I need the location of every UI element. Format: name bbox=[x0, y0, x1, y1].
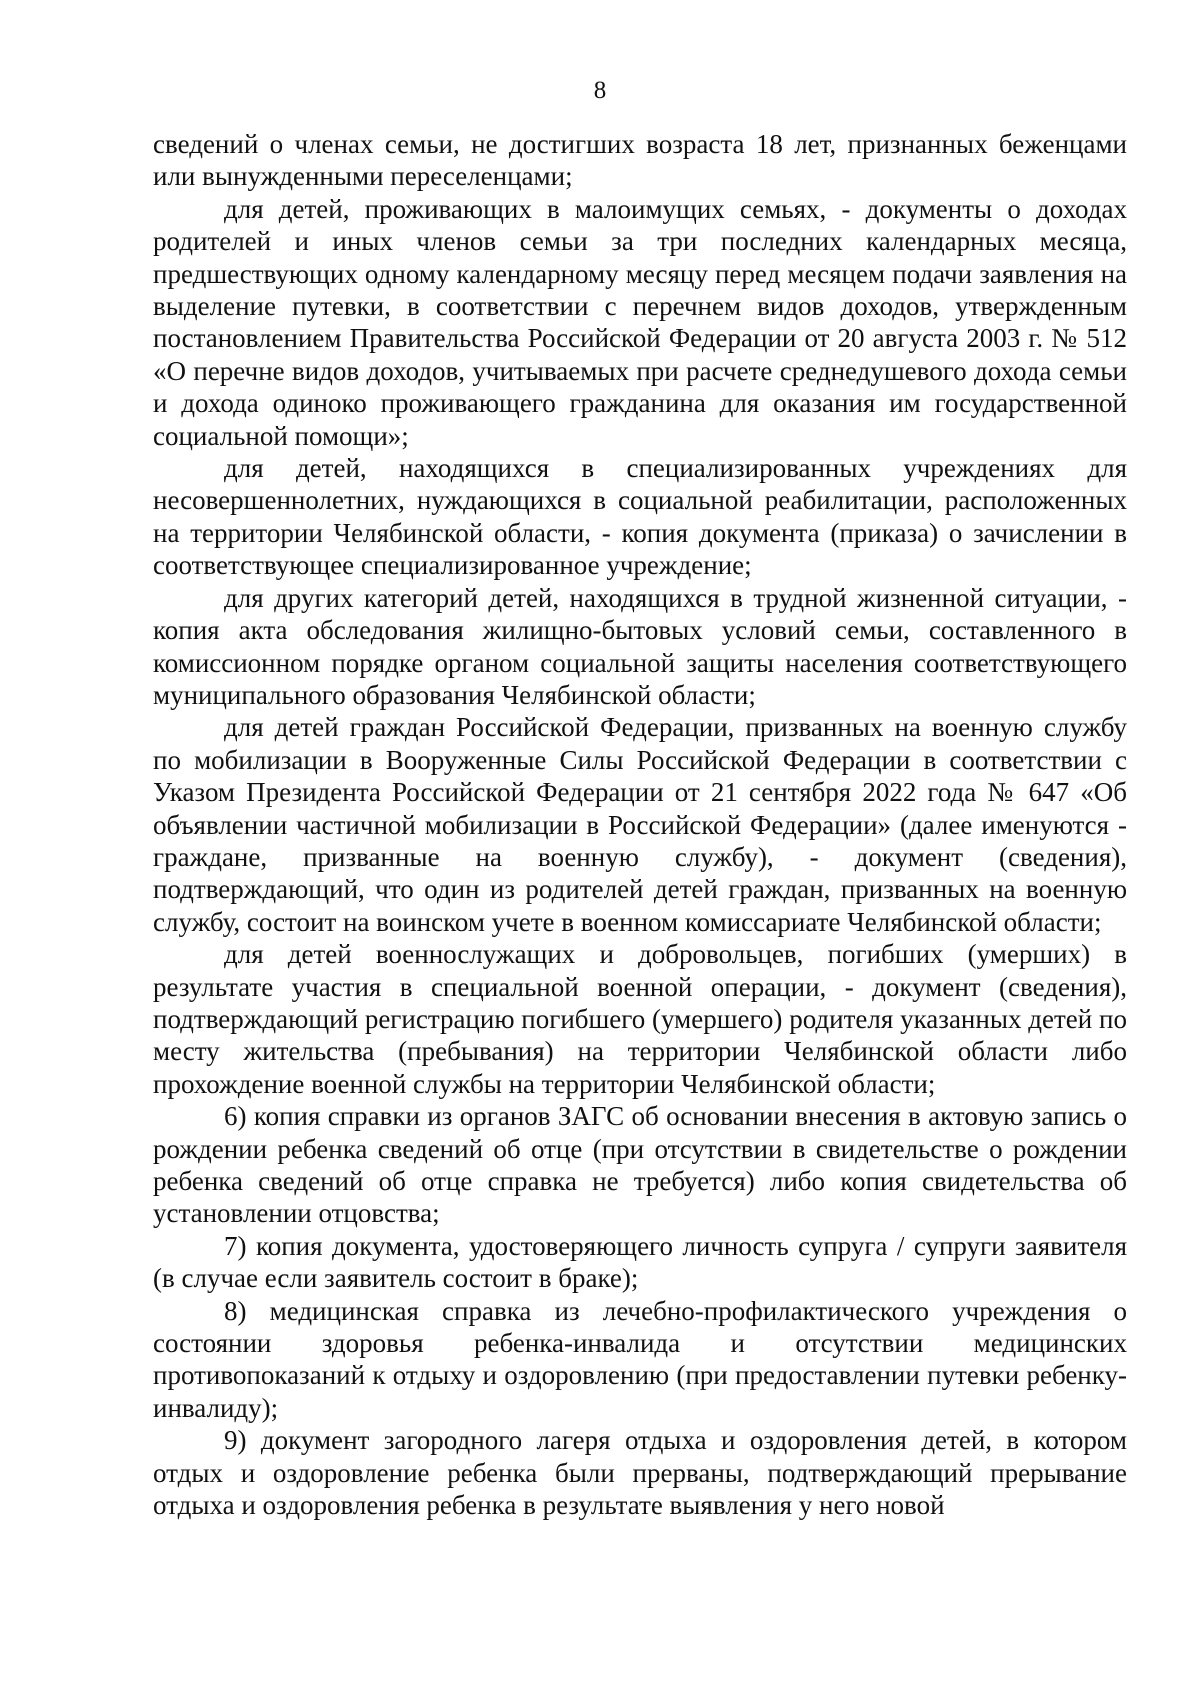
paragraph-low-income-families: для детей, проживающих в малоимущих семьях, - документы о доходах родителей и иных членов семьи за три последних календарных месяца, предшествующих одному календарному месяцу перед месяцем подачи заявления на выделение путевки, в соответствии с перечнем видов доходов, утвержденным постановлением Правительства Российской Федерации от 20 августа 2003 г. № 512 «О перечне видов доходов, учитываемых при расчете среднедушевого дохода семьи и дохода одиноко проживающего гражданина для оказания им государственной социальной помощи»; bbox=[153, 193, 1127, 451]
paragraph-continuation: сведений о членах семьи, не достигших возраста 18 лет, признанных беженцами или вынужденными переселенцами; bbox=[153, 129, 1127, 192]
document-body bbox=[153, 128, 1127, 1521]
paragraph-item-8: 8) медицинская справка из лечебно-профилактического учреждения о состоянии здоровья ребенка-инвалида и отсутствии медицинских противопоказаний к отдыху и оздоровлению (при предоставлении путевки ребенку-инвалиду); bbox=[153, 1295, 1127, 1423]
paragraph-mobilized-citizens: для детей граждан Российской Федерации, призванных на военную службу по мобилизации в Вооруженные Силы Российской Федерации в соответствии с Указом Президента Российской Федерации от 21 сентября 2022 года № 647 «Об объявлении частичной мобилизации в Российской Федерации» (далее именуются - граждане, призванные на военную службу), - документ (сведения), подтверждающий, что один из родителей детей граждан, призванных на военную службу, состоит на воинском учете в военном комиссариате Челябинской области; bbox=[153, 712, 1127, 937]
paragraph-item-7: 7) копия документа, удостоверяющего личность супруга / супруги заявителя (в случае если заявитель состоит в браке); bbox=[153, 1230, 1127, 1294]
page-number: 8 bbox=[593, 77, 607, 104]
paragraph-item-6: 6) копия справки из органов ЗАГС об основании внесения в актовую запись о рождении ребенка сведений об отце (при отсутствии в свидетельстве о рождении ребенка сведений об отце справка не требуется) либо копия свидетельства об установлении отцовства; bbox=[153, 1101, 1127, 1229]
paragraph-difficult-situation: для других категорий детей, находящихся в трудной жизненной ситуации, - копия акта обследования жилищно-бытовых условий семьи, составленного в комиссионном порядке органом социальной защиты населения соответствующего муниципального образования Челябинской области; bbox=[153, 582, 1127, 710]
paragraph-item-9: 9) документ загородного лагеря отдыха и оздоровления детей, в котором отдых и оздоровление ребенка были прерваны, подтверждающий прерывание отдыха и оздоровления ребенка в результате выявления у него новой bbox=[153, 1425, 1127, 1521]
paragraph-fallen-servicemen: для детей военнослужащих и добровольцев, погибших (умерших) в результате участия в специальной военной операции, - документ (сведения), подтверждающий регистрацию погибшего (умершего) родителя указанных детей по месту жительства (пребывания) на территории Челябинской области либо прохождение военной службы на территории Челябинской области; bbox=[153, 939, 1127, 1099]
paragraph-specialized-institutions: для детей, находящихся в специализированных учреждениях для несовершеннолетних, нуждающихся в социальной реабилитации, расположенных на территории Челябинской области, - копия документа (приказа) о зачислении в соответствующее специализированное учреждение; bbox=[153, 453, 1127, 581]
